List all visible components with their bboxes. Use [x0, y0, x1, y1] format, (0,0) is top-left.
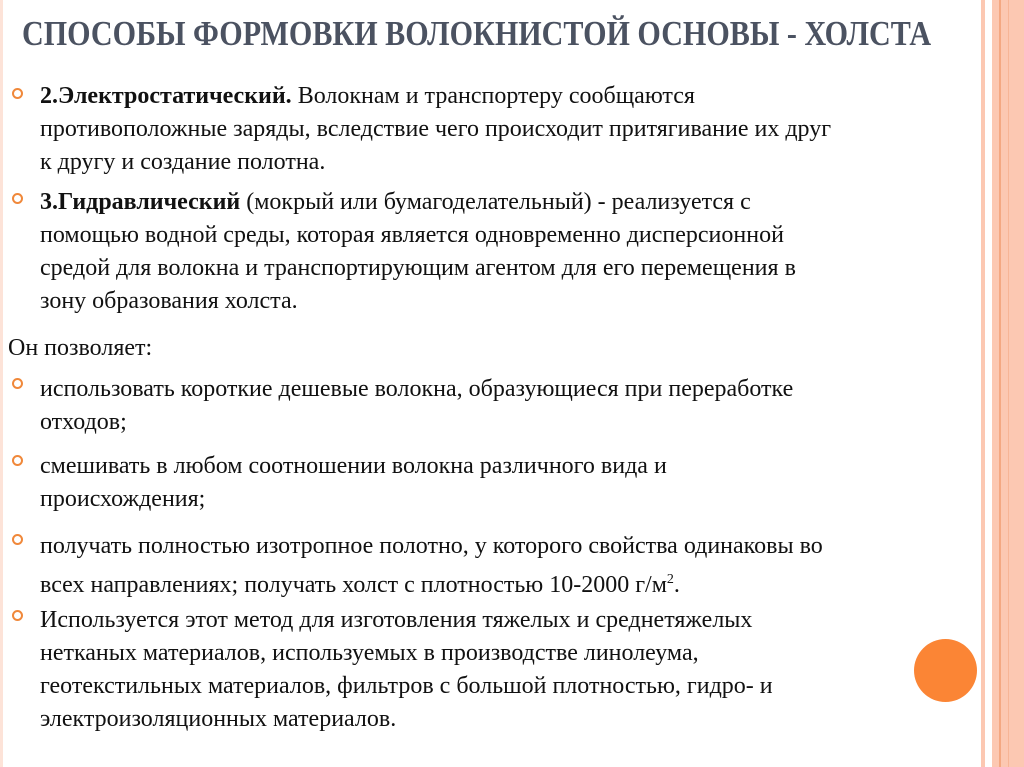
text-line: помощью водной среды, которая является одновременно дисперсионной — [40, 222, 784, 248]
text-line: (мокрый или бумагоделательный) - реализуется с — [240, 189, 751, 215]
intro-text: Он позволяет: — [8, 335, 153, 361]
bullet-item — [40, 373, 793, 439]
bullet-item — [40, 450, 667, 516]
text-line: всех направлениях; получать холст с плотностью 10-2000 г/м — [40, 572, 667, 598]
left-border — [0, 0, 3, 767]
bullet-item — [40, 530, 823, 602]
method-name: 3.Гидравлический — [40, 189, 241, 215]
slide-title: СПОСОБЫ ФОРМОВКИ ВОЛОКНИСТОЙ ОСНОВЫ - ХОЛСТА — [22, 14, 932, 53]
bullet-ring-icon — [12, 455, 23, 466]
text-line: зону образования холста. — [40, 288, 298, 314]
bullet-ring-icon — [12, 534, 23, 545]
paragraph-hydraulic — [40, 186, 796, 318]
decorative-circle — [914, 639, 977, 702]
text-line: нетканых материалов, используемых в производстве линолеума, — [40, 640, 699, 666]
right-band-line — [999, 0, 1001, 767]
text-line: использовать короткие дешевые волокна, образующиеся при переработке — [40, 376, 794, 402]
text-line: геотекстильных материалов, фильтров с большой плотностью, гидро- и — [40, 673, 773, 699]
superscript: 2 — [666, 572, 674, 587]
text-line: получать полностью изотропное полотно, у которого свойства одинаковы во — [40, 533, 823, 559]
text-line: смешивать в любом соотношении волокна различного вида и — [40, 453, 667, 479]
text-line: происхождения; — [40, 486, 206, 512]
text-line: противоположные заряды, вследствие чего происходит притягивание их друг — [40, 116, 832, 142]
paragraph-electrostatic — [40, 80, 831, 179]
method-name: 2.Электростатический. — [40, 83, 292, 109]
right-stripe — [981, 0, 985, 767]
right-band-line — [1008, 0, 1009, 767]
text-line: Используется этот метод для изготовления тяжелых и среднетяжелых — [40, 607, 753, 633]
bullet-ring-icon — [12, 378, 23, 389]
bullet-ring-icon — [12, 610, 23, 621]
bullet-ring-icon — [12, 193, 23, 204]
text-line: к другу и создание полотна. — [40, 149, 326, 175]
bullet-ring-icon — [12, 88, 23, 99]
text-line: отходов; — [40, 409, 127, 435]
text-line: . — [673, 572, 680, 598]
text-line: Волокнам и транспортеру сообщаются — [291, 83, 695, 109]
paragraph-usage — [40, 604, 773, 736]
text-line: электроизоляционных материалов. — [40, 706, 397, 732]
text-line: средой для волокна и транспортирующим агентом для его перемещения в — [40, 255, 796, 281]
